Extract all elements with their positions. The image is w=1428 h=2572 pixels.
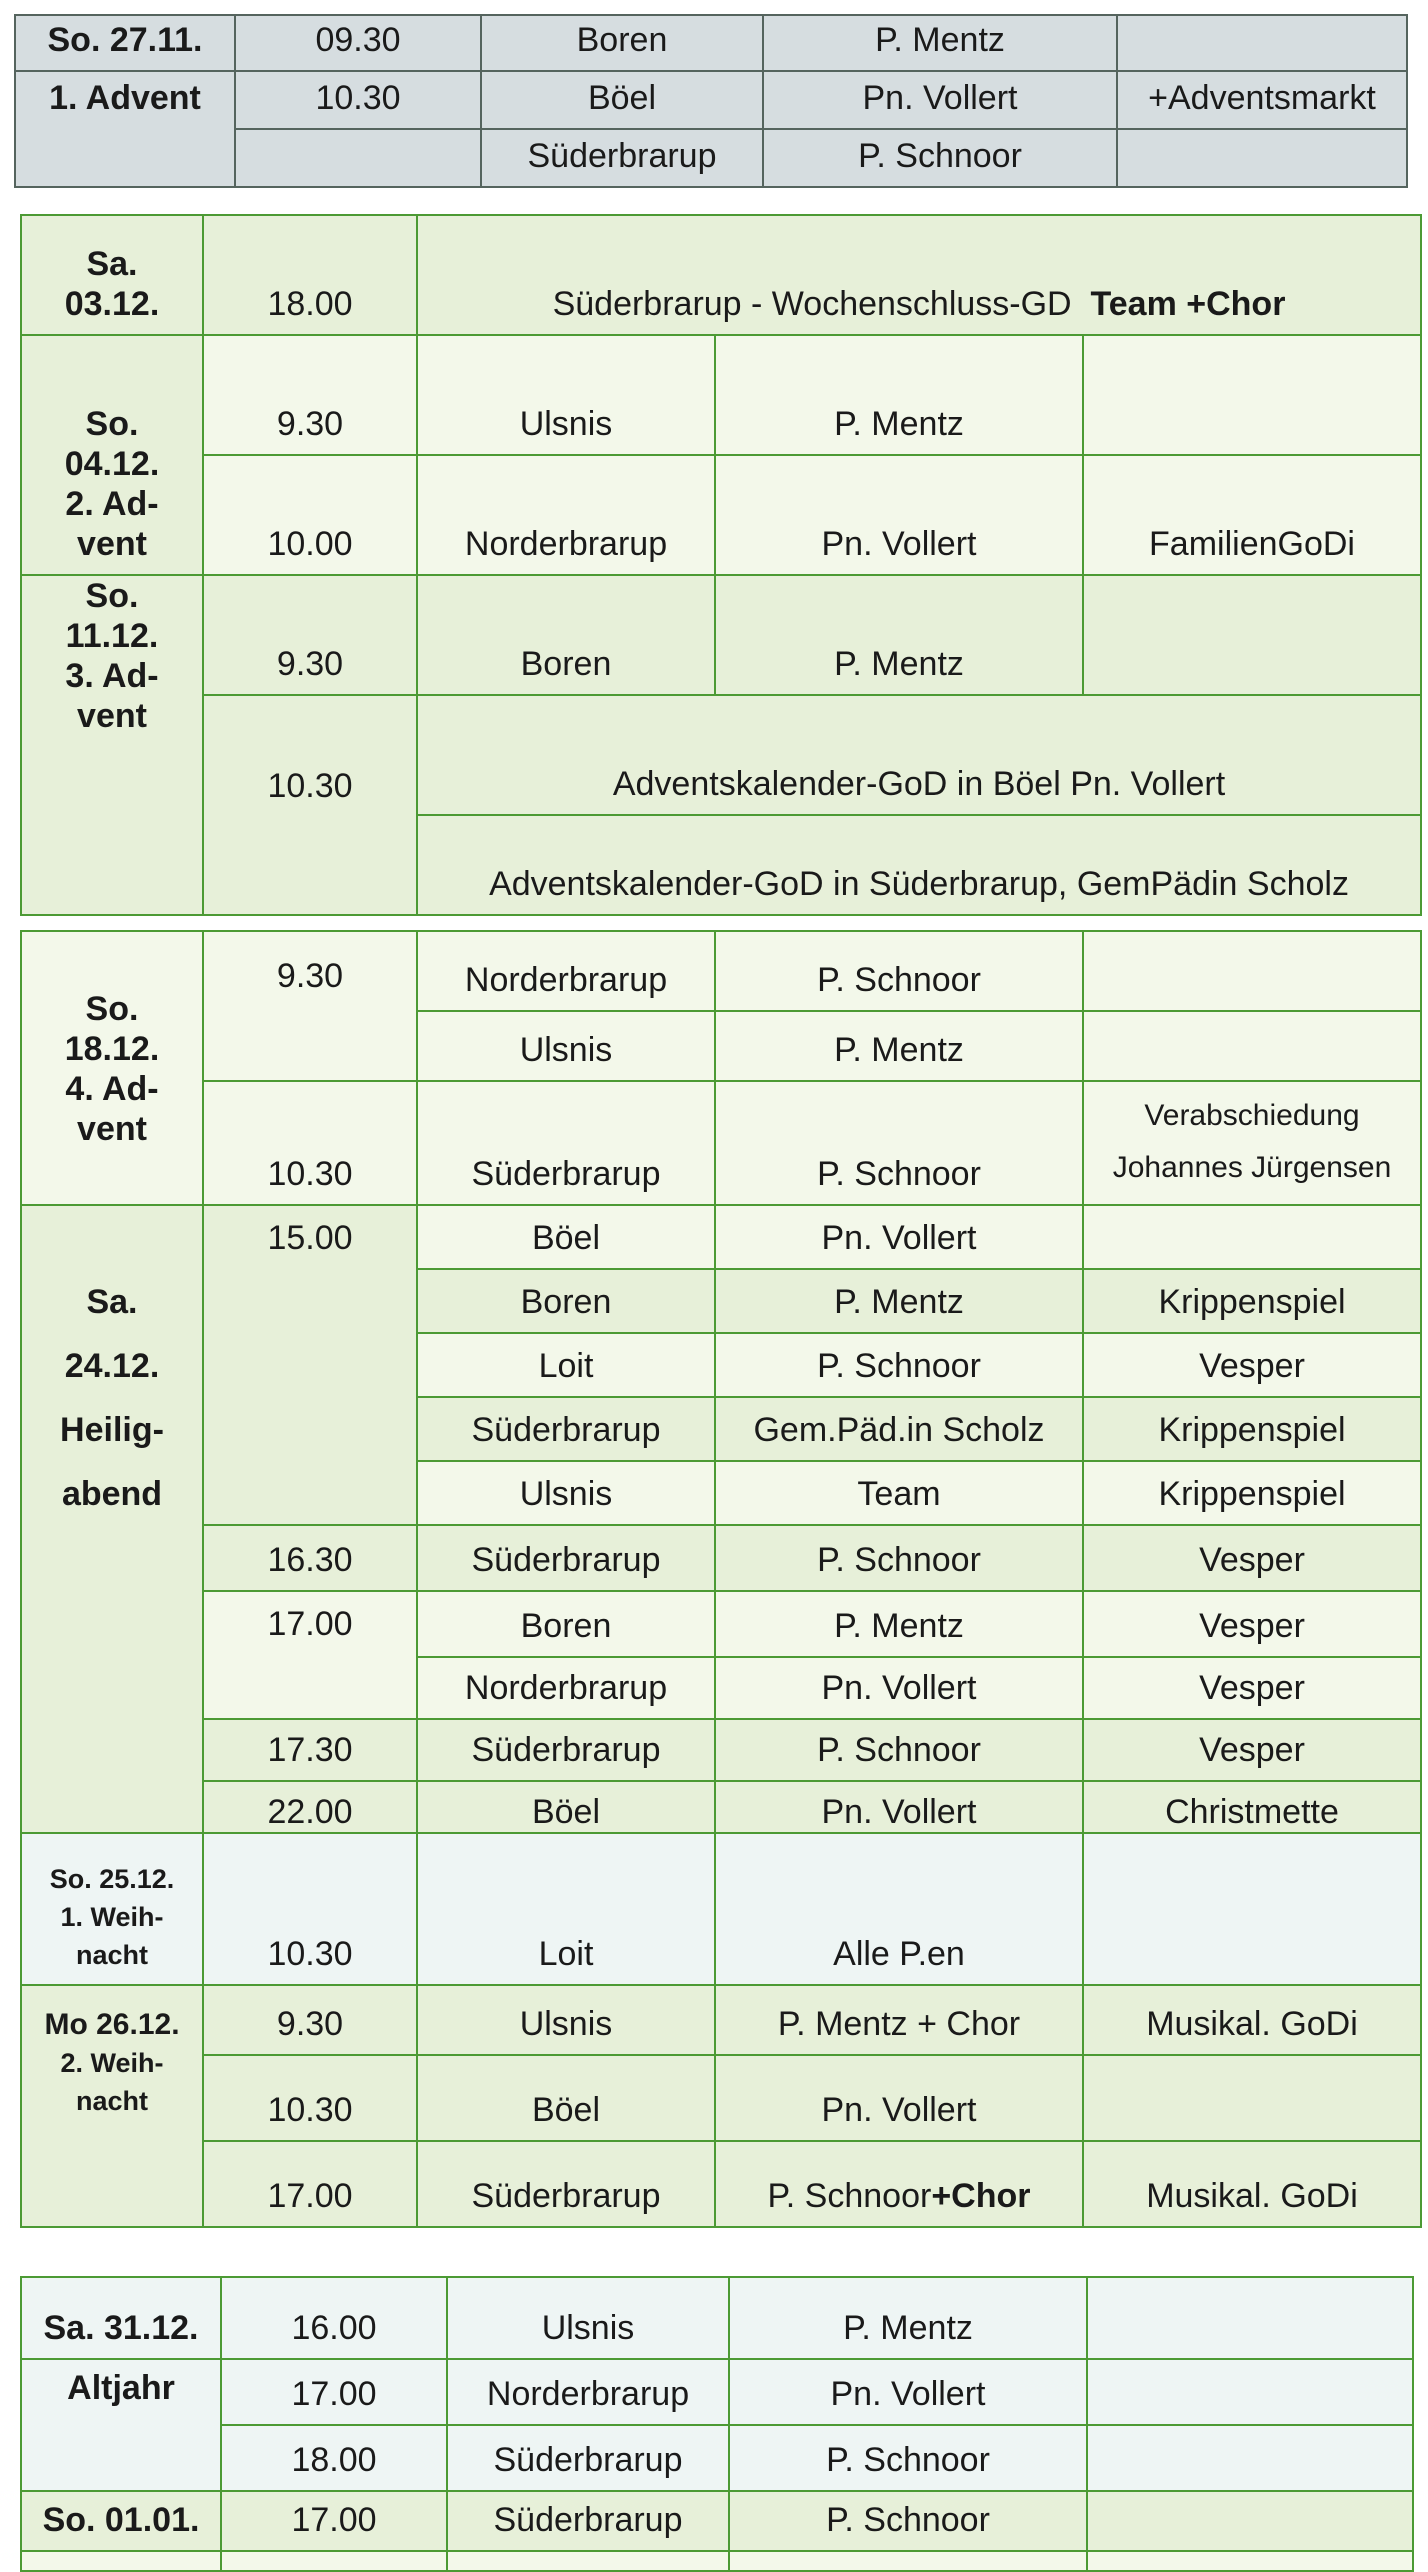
date-label-cell bbox=[21, 1985, 203, 2227]
note-cell: Vesper bbox=[1083, 1525, 1421, 1591]
note-cell bbox=[1083, 2055, 1421, 2141]
place-cell: Ulsnis bbox=[417, 335, 715, 455]
table-row bbox=[21, 2359, 1413, 2425]
note-cell bbox=[1083, 1081, 1421, 1205]
time-cell: 17.00 bbox=[221, 2359, 447, 2425]
pastor-cell: Pn. Vollert bbox=[763, 71, 1117, 129]
note-cell: Musikal. GoDi bbox=[1083, 1985, 1421, 2055]
time-cell: 17.00 bbox=[203, 2141, 417, 2227]
date-label-cell bbox=[21, 215, 203, 335]
day-label: So. bbox=[85, 577, 139, 615]
pastor-cell: P. Schnoor bbox=[715, 1081, 1083, 1205]
pastor-cell: Pn. Vollert bbox=[715, 1205, 1083, 1269]
date-cell: So. 01.01. bbox=[21, 2491, 221, 2551]
day-label: So. bbox=[85, 990, 139, 1028]
time-cell: 10.30 bbox=[203, 695, 417, 915]
pastor-cell: Gem.Päd.in Scholz bbox=[715, 1397, 1083, 1461]
table-row bbox=[21, 2277, 1413, 2359]
occasion-label: 3. Ad- bbox=[65, 657, 159, 695]
pastor-cell: P. Schnoor bbox=[729, 2491, 1087, 2551]
pastor-cell: P. Mentz bbox=[715, 1591, 1083, 1657]
pastor-cell: P. Mentz + Chor bbox=[715, 1985, 1083, 2055]
note-cell: Krippenspiel bbox=[1083, 1461, 1421, 1525]
note-cell: Vesper bbox=[1083, 1333, 1421, 1397]
pastor-cell: P. Schnoor bbox=[715, 1333, 1083, 1397]
note-line: Johannes Jürgensen bbox=[1112, 1151, 1392, 1184]
schedule-table-advent-2-3 bbox=[20, 214, 1422, 916]
table-row bbox=[21, 335, 1421, 455]
place-cell: Boren bbox=[417, 1269, 715, 1333]
empty-cell bbox=[729, 2551, 1087, 2571]
place-cell: Böel bbox=[417, 1781, 715, 1843]
occasion-label: 2. Ad- bbox=[65, 485, 159, 523]
table-row bbox=[21, 2551, 1413, 2571]
place-cell: Süderbrarup bbox=[417, 1397, 715, 1461]
table-row bbox=[21, 1205, 1421, 1269]
date-label-cell bbox=[21, 931, 203, 1205]
table-row bbox=[21, 215, 1421, 335]
time-cell: 10.30 bbox=[203, 2055, 417, 2141]
table-row bbox=[21, 455, 1421, 575]
note-cell: Musikal. GoDi bbox=[1083, 2141, 1421, 2227]
place-cell: Böel bbox=[481, 71, 763, 129]
note-line: Verabschiedung bbox=[1144, 1099, 1360, 1132]
time-cell: 10.00 bbox=[203, 455, 417, 575]
place-cell: Norderbrarup bbox=[447, 2359, 729, 2425]
schedule-table-new-year bbox=[20, 2276, 1414, 2572]
note-cell: Vesper bbox=[1083, 1719, 1421, 1781]
empty-cell bbox=[221, 2551, 447, 2571]
pastor-cell: P. Schnoor bbox=[715, 931, 1083, 1011]
note-cell bbox=[1087, 2277, 1413, 2359]
date-label: 11.12. bbox=[65, 617, 159, 655]
pastor-cell: P. Mentz bbox=[715, 1269, 1083, 1333]
occasion-label: nacht bbox=[75, 2086, 148, 2116]
pastor-cell: P. Schnoor bbox=[729, 2425, 1087, 2491]
time-cell: 10.30 bbox=[203, 1833, 417, 1985]
time-cell: 18.00 bbox=[221, 2425, 447, 2491]
time-cell: 10.30 bbox=[203, 1081, 417, 1205]
place-cell: Böel bbox=[417, 2055, 715, 2141]
place-cell: Böel bbox=[417, 1205, 715, 1269]
occasion-label: nacht bbox=[75, 1940, 148, 1970]
date-label: 03.12. bbox=[64, 285, 160, 323]
date-label-cell bbox=[21, 1833, 203, 1985]
pastor-text: P. Schnoor bbox=[767, 2177, 932, 2215]
place-cell: Loit bbox=[417, 1833, 715, 1985]
place-cell: Süderbrarup bbox=[447, 2425, 729, 2491]
place-cell: Boren bbox=[417, 1591, 715, 1657]
table-row bbox=[15, 15, 1407, 71]
day-label: Sa. bbox=[86, 245, 138, 283]
note-cell: Vesper bbox=[1083, 1657, 1421, 1719]
date-label: 04.12. bbox=[64, 445, 160, 483]
time-cell: 17.00 bbox=[221, 2491, 447, 2551]
time-cell bbox=[235, 129, 481, 187]
time-cell: 16.30 bbox=[203, 1525, 417, 1591]
place-cell: Ulsnis bbox=[447, 2277, 729, 2359]
empty-cell bbox=[447, 2551, 729, 2571]
occasion-label: 2. Weih- bbox=[60, 2048, 164, 2078]
occasion-label: vent bbox=[77, 1110, 147, 1148]
pastor-cell: P. Schnoor bbox=[715, 1525, 1083, 1591]
occasion-cell: Altjahr bbox=[21, 2359, 221, 2491]
empty-cell bbox=[21, 2551, 221, 2571]
place-cell: Süderbrarup bbox=[481, 129, 763, 187]
note-cell bbox=[1083, 1833, 1421, 1985]
date-cell: So. 27.11. bbox=[15, 15, 235, 71]
occasion-label: vent bbox=[77, 697, 147, 735]
note-cell bbox=[1087, 2425, 1413, 2491]
date-cell: Sa. 31.12. bbox=[21, 2277, 221, 2359]
note-cell bbox=[1087, 2359, 1413, 2425]
event-cell: Adventskalender-GoD in Süderbrarup, GemPädin Scholz bbox=[417, 815, 1421, 915]
note-cell bbox=[1083, 931, 1421, 1011]
time-cell: 18.00 bbox=[203, 215, 417, 335]
occasion-label: 4. Ad- bbox=[65, 1070, 159, 1108]
pastor-cell: P. Mentz bbox=[763, 15, 1117, 71]
pastor-cell: P. Mentz bbox=[715, 1011, 1083, 1081]
time-cell: 17.00 bbox=[203, 1591, 417, 1719]
time-cell: 09.30 bbox=[235, 15, 481, 71]
pastor-cell: Pn. Vollert bbox=[715, 1657, 1083, 1719]
time-cell: 17.30 bbox=[203, 1719, 417, 1781]
table-row bbox=[21, 2491, 1413, 2551]
table-row bbox=[15, 71, 1407, 129]
schedule-table-advent-4-christmas-eve bbox=[20, 930, 1422, 1844]
table-row bbox=[21, 1985, 1421, 2055]
place-cell: Norderbrarup bbox=[417, 1657, 715, 1719]
table-row bbox=[21, 1525, 1421, 1591]
place-cell: Norderbrarup bbox=[417, 931, 715, 1011]
table-row bbox=[21, 1719, 1421, 1781]
table-row bbox=[21, 2055, 1421, 2141]
note-cell bbox=[1083, 1205, 1421, 1269]
table-row bbox=[21, 1833, 1421, 1985]
note-cell bbox=[1083, 575, 1421, 695]
note-cell bbox=[1117, 15, 1407, 71]
date-label: So. 25.12. bbox=[49, 1864, 175, 1894]
day-label: So. bbox=[85, 405, 139, 443]
pastor-bold-text: +Chor bbox=[931, 2177, 1031, 2215]
date-label-cell bbox=[21, 335, 203, 575]
time-cell: 22.00 bbox=[203, 1781, 417, 1843]
place-cell: Süderbrarup bbox=[417, 1525, 715, 1591]
pastor-cell: P. Schnoor bbox=[715, 1719, 1083, 1781]
table-row bbox=[21, 1591, 1421, 1657]
place-cell: Süderbrarup bbox=[417, 1081, 715, 1205]
note-cell bbox=[1117, 129, 1407, 187]
event-bold-text: Team +Chor bbox=[1090, 285, 1286, 323]
schedule-table-advent-1 bbox=[14, 14, 1408, 188]
note-cell: FamilienGoDi bbox=[1083, 455, 1421, 575]
time-cell: 16.00 bbox=[221, 2277, 447, 2359]
place-cell: Süderbrarup bbox=[447, 2491, 729, 2551]
schedule-table-christmas-days bbox=[20, 1832, 1422, 2228]
table-row bbox=[21, 695, 1421, 815]
occasion-label: Heilig- bbox=[60, 1411, 164, 1449]
time-cell: 9.30 bbox=[203, 1985, 417, 2055]
pastor-cell: P. Mentz bbox=[715, 335, 1083, 455]
note-cell: Vesper bbox=[1083, 1591, 1421, 1657]
occasion-label: vent bbox=[77, 525, 147, 563]
pastor-cell: Team bbox=[715, 1461, 1083, 1525]
place-cell: Süderbrarup bbox=[417, 1719, 715, 1781]
note-cell bbox=[1083, 1011, 1421, 1081]
date-label-cell bbox=[21, 575, 203, 915]
time-cell: 10.30 bbox=[235, 71, 481, 129]
pastor-cell: Pn. Vollert bbox=[715, 455, 1083, 575]
note-cell bbox=[1087, 2491, 1413, 2551]
occasion-cell: 1. Advent bbox=[15, 71, 235, 187]
event-cell bbox=[417, 215, 1421, 335]
place-cell: Ulsnis bbox=[417, 1461, 715, 1525]
note-cell: Christmette bbox=[1083, 1781, 1421, 1843]
note-cell: +Adventsmarkt bbox=[1117, 71, 1407, 129]
date-label: 18.12. bbox=[64, 1030, 160, 1068]
table-row bbox=[21, 931, 1421, 1011]
place-cell: Norderbrarup bbox=[417, 455, 715, 575]
pastor-cell: Pn. Vollert bbox=[715, 1781, 1083, 1843]
time-cell: 9.30 bbox=[203, 335, 417, 455]
note-cell: Krippenspiel bbox=[1083, 1397, 1421, 1461]
place-cell: Loit bbox=[417, 1333, 715, 1397]
event-cell: Adventskalender-GoD in Böel Pn. Vollert bbox=[417, 695, 1421, 815]
table-row bbox=[21, 575, 1421, 695]
place-cell: Ulsnis bbox=[417, 1985, 715, 2055]
event-text: Süderbrarup - Wochenschluss-GD bbox=[552, 285, 1072, 323]
place-cell: Boren bbox=[417, 575, 715, 695]
day-label: Sa. bbox=[86, 1283, 138, 1321]
place-cell: Ulsnis bbox=[417, 1011, 715, 1081]
time-cell: 15.00 bbox=[203, 1205, 417, 1525]
empty-cell bbox=[1087, 2551, 1413, 2571]
date-label-cell bbox=[21, 1205, 203, 1843]
table-row bbox=[21, 2425, 1413, 2491]
occasion-label: abend bbox=[61, 1475, 163, 1513]
pastor-cell: P. Schnoor bbox=[763, 129, 1117, 187]
note-cell: Krippenspiel bbox=[1083, 1269, 1421, 1333]
pastor-cell: Pn. Vollert bbox=[729, 2359, 1087, 2425]
time-cell: 9.30 bbox=[203, 931, 417, 1081]
pastor-cell bbox=[715, 2141, 1083, 2227]
pastor-cell: Pn. Vollert bbox=[715, 2055, 1083, 2141]
place-cell: Süderbrarup bbox=[417, 2141, 715, 2227]
date-label: Mo 26.12. bbox=[44, 2008, 180, 2041]
pastor-cell: Alle P.en bbox=[715, 1833, 1083, 1985]
place-cell: Boren bbox=[481, 15, 763, 71]
note-cell bbox=[1083, 335, 1421, 455]
date-label: 24.12. bbox=[64, 1347, 160, 1385]
occasion-label: 1. Weih- bbox=[60, 1902, 164, 1932]
table-row bbox=[21, 1081, 1421, 1205]
table-row bbox=[21, 2141, 1421, 2227]
pastor-cell: P. Mentz bbox=[729, 2277, 1087, 2359]
time-cell: 9.30 bbox=[203, 575, 417, 695]
pastor-cell: P. Mentz bbox=[715, 575, 1083, 695]
